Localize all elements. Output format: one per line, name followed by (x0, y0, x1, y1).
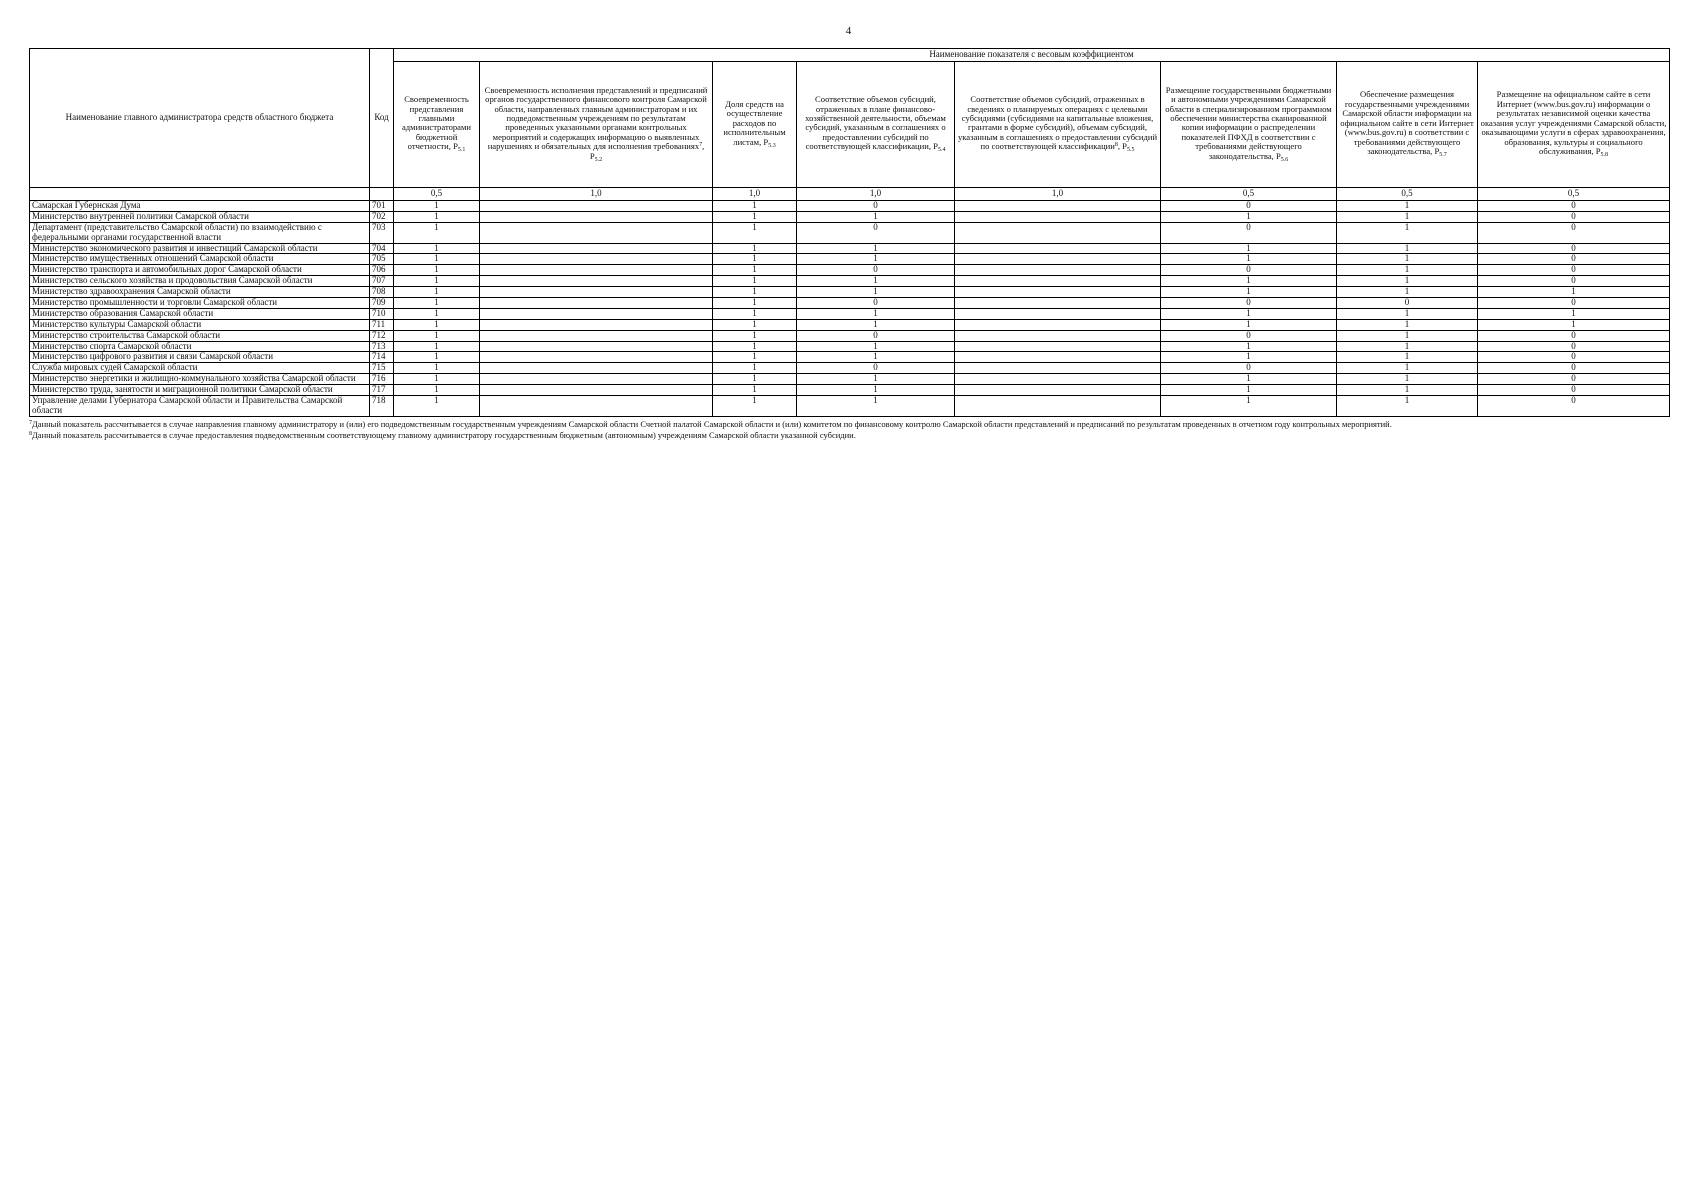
row-value-p5-1: 1 (394, 319, 480, 330)
row-value-p5-4: 1 (797, 319, 955, 330)
row-name: Министерство труда, занятости и миграционной политики Самарской области (30, 385, 370, 396)
row-code: 705 (370, 254, 394, 265)
table-row (30, 243, 1670, 254)
indicator-header-text: Размещение на официальном сайте в сети Интернет (www.bus.gov.ru) информации о результатах независимой оценки качества оказания услуг учреждениями Самарской области, оказывающими услуги в сферах здравоохранения, образования, культуры и социального обслуживания, P (1480, 89, 1667, 157)
row-value-p5-8: 0 (1478, 265, 1670, 276)
row-value-p5-6: 1 (1161, 254, 1337, 265)
row-name: Министерство транспорта и автомобильных дорог Самарской области (30, 265, 370, 276)
row-value-p5-1: 1 (394, 211, 480, 222)
row-value-p5-2 (480, 254, 713, 265)
row-value-p5-2 (480, 374, 713, 385)
row-value-p5-3: 1 (713, 254, 797, 265)
row-value-p5-2 (480, 243, 713, 254)
row-value-p5-7: 1 (1337, 341, 1478, 352)
table-row (30, 385, 1670, 396)
row-code: 701 (370, 201, 394, 212)
table-row (30, 298, 1670, 309)
row-value-p5-8: 0 (1478, 363, 1670, 374)
row-name: Министерство внутренней политики Самарской области (30, 211, 370, 222)
indicator-header-1 (394, 62, 480, 188)
row-value-p5-2 (480, 211, 713, 222)
row-value-p5-3: 1 (713, 319, 797, 330)
row-value-p5-3: 1 (713, 222, 797, 243)
row-value-p5-7: 1 (1337, 211, 1478, 222)
indicator-header-2: Своевременность исполнения представлений и предписаний органов государственного финансового контроля Самарской области, направленных главным администраторам и их подведомственным учреждениям по результатам проведенных указанными органами контрольных мероприятий и содержащих информацию о выявленных нарушениях и обязательных для исполнения требованиях$^7$, $P_{5.2}$ (480, 62, 713, 188)
row-code: 706 (370, 265, 394, 276)
table-row (30, 222, 1670, 243)
row-value-p5-3: 1 (713, 385, 797, 396)
row-value-p5-1: 1 (394, 265, 480, 276)
row-value-p5-1: 1 (394, 341, 480, 352)
row-value-p5-1: 1 (394, 308, 480, 319)
row-value-p5-2 (480, 308, 713, 319)
row-value-p5-5 (955, 265, 1161, 276)
row-value-p5-1: 1 (394, 222, 480, 243)
row-value-p5-3: 1 (713, 308, 797, 319)
row-value-p5-7: 1 (1337, 265, 1478, 276)
row-code: 714 (370, 352, 394, 363)
footnote-marker: 7 (29, 420, 32, 426)
row-value-p5-8: 0 (1478, 352, 1670, 363)
row-name: Министерство имущественных отношений Самарской области (30, 254, 370, 265)
row-value-p5-4: 1 (797, 341, 955, 352)
row-name: Министерство спорта Самарской области (30, 341, 370, 352)
row-name: Министерство строительства Самарской области (30, 330, 370, 341)
indicator-subscript: 5.1 (457, 147, 466, 154)
row-value-p5-3: 1 (713, 352, 797, 363)
indicators-table (29, 48, 1670, 417)
row-value-p5-2 (480, 298, 713, 309)
row-value-p5-1: 1 (394, 298, 480, 309)
row-value-p5-7: 1 (1337, 330, 1478, 341)
row-name: Служба мировых судей Самарской области (30, 363, 370, 374)
row-value-p5-1: 1 (394, 243, 480, 254)
row-value-p5-4: 1 (797, 243, 955, 254)
row-code: 708 (370, 287, 394, 298)
row-value-p5-8: 0 (1478, 243, 1670, 254)
row-value-p5-4: 1 (797, 276, 955, 287)
table-row (30, 211, 1670, 222)
row-code: 707 (370, 276, 394, 287)
table-row (30, 287, 1670, 298)
row-value-p5-6: 1 (1161, 276, 1337, 287)
row-value-p5-1: 1 (394, 276, 480, 287)
row-value-p5-6: 1 (1161, 385, 1337, 396)
row-value-p5-2 (480, 385, 713, 396)
row-value-p5-3: 1 (713, 243, 797, 254)
indicator-weight-1: 0,5 (394, 188, 480, 201)
indicator-subscript: 5.3 (768, 142, 776, 149)
row-value-p5-7: 1 (1337, 243, 1478, 254)
row-value-p5-3: 1 (713, 298, 797, 309)
row-value-p5-1: 1 (394, 201, 480, 212)
row-value-p5-3: 1 (713, 363, 797, 374)
row-value-p5-5 (955, 298, 1161, 309)
row-value-p5-7: 1 (1337, 308, 1478, 319)
indicator-header-text: Размещение государственными бюджетными и автономными учреждениями Самарской области в специализированном программном обеспечении министерства сканированной копии информации о распределении показателей ПФХД в соответствии с требованиями действующего законодательства, P (1165, 84, 1332, 161)
row-value-p5-8: 0 (1478, 385, 1670, 396)
row-value-p5-4: 1 (797, 374, 955, 385)
indicator-header-text: Своевременность представления главными администраторами бюджетной отчетности, P (401, 94, 472, 152)
row-value-p5-5 (955, 363, 1161, 374)
row-value-p5-4: 0 (797, 330, 955, 341)
row-value-p5-2 (480, 363, 713, 374)
row-code: 717 (370, 385, 394, 396)
row-value-p5-4: 1 (797, 211, 955, 222)
row-value-p5-3: 1 (713, 287, 797, 298)
row-value-p5-7: 1 (1337, 319, 1478, 330)
row-value-p5-1: 1 (394, 374, 480, 385)
row-code: 704 (370, 243, 394, 254)
row-name: Министерство культуры Самарской области (30, 319, 370, 330)
row-value-p5-7: 1 (1337, 374, 1478, 385)
row-value-p5-6: 1 (1161, 374, 1337, 385)
row-value-p5-6: 1 (1161, 287, 1337, 298)
row-name: Министерство промышленности и торговли Самарской области (30, 298, 370, 309)
row-value-p5-1: 1 (394, 254, 480, 265)
row-name: Министерство образования Самарской области (30, 308, 370, 319)
indicator-subscript: 5.4 (937, 147, 946, 154)
row-value-p5-5 (955, 211, 1161, 222)
page-number: 4 (845, 25, 852, 37)
row-value-p5-6: 1 (1161, 341, 1337, 352)
row-value-p5-7: 1 (1337, 222, 1478, 243)
row-value-p5-4: 1 (797, 352, 955, 363)
indicator-header-4 (797, 62, 955, 188)
row-code: 715 (370, 363, 394, 374)
row-value-p5-5 (955, 374, 1161, 385)
row-value-p5-3: 1 (713, 211, 797, 222)
row-value-p5-5 (955, 319, 1161, 330)
indicator-header-text: Соответствие объемов субсидий, отраженных в плане финансово-хозяйственной деятельности, объемам субсидий, указанным в соглашениях о предоставлении субсидий по соответствующей классификации, P (805, 94, 946, 152)
table-header (30, 49, 1670, 201)
row-value-p5-7: 1 (1337, 352, 1478, 363)
row-value-p5-6: 1 (1161, 352, 1337, 363)
row-value-p5-5 (955, 341, 1161, 352)
column-group-header: Наименование показателя с весовым коэффициентом (394, 49, 1670, 62)
table-row (30, 276, 1670, 287)
row-code: 713 (370, 341, 394, 352)
row-value-p5-2 (480, 396, 713, 417)
row-value-p5-6: 0 (1161, 330, 1337, 341)
row-value-p5-7: 1 (1337, 363, 1478, 374)
row-value-p5-8: 0 (1478, 341, 1670, 352)
row-value-p5-8: 0 (1478, 211, 1670, 222)
row-value-p5-4: 0 (797, 298, 955, 309)
indicator-subscript: 5.2 (594, 156, 603, 163)
indicator-subscript: 5.5 (1126, 147, 1135, 154)
indicator-subscript: 5.6 (1280, 156, 1289, 163)
row-value-p5-8: 0 (1478, 222, 1670, 243)
table-row (30, 265, 1670, 276)
indicator-subscript: 5.8 (1600, 152, 1609, 159)
indicator-weight-6: 0,5 (1161, 188, 1337, 201)
row-code: 703 (370, 222, 394, 243)
row-value-p5-6: 0 (1161, 298, 1337, 309)
row-value-p5-8: 0 (1478, 298, 1670, 309)
row-value-p5-4: 1 (797, 254, 955, 265)
table-row (30, 341, 1670, 352)
row-value-p5-4: 1 (797, 396, 955, 417)
row-value-p5-4: 0 (797, 265, 955, 276)
row-value-p5-5 (955, 330, 1161, 341)
row-value-p5-8: 0 (1478, 396, 1670, 417)
table-row (30, 319, 1670, 330)
indicator-weight-4: 1,0 (797, 188, 955, 201)
row-name: Министерство экономического развития и инвестиций Самарской области (30, 243, 370, 254)
table-row (30, 330, 1670, 341)
footnote-marker: 8 (29, 431, 32, 438)
row-value-p5-1: 1 (394, 330, 480, 341)
table-row (30, 374, 1670, 385)
row-value-p5-8: 0 (1478, 201, 1670, 212)
table-row (30, 254, 1670, 265)
column-header-name: Наименование главного администратора средств областного бюджета (30, 49, 370, 188)
row-value-p5-7: 1 (1337, 201, 1478, 212)
row-value-p5-2 (480, 201, 713, 212)
row-value-p5-2 (480, 265, 713, 276)
row-value-p5-1: 1 (394, 396, 480, 417)
indicator-subscript: 5.7 (1439, 152, 1447, 159)
indicator-weight-7: 0,5 (1337, 188, 1478, 201)
row-value-p5-8: 1 (1478, 319, 1670, 330)
row-value-p5-6: 1 (1161, 319, 1337, 330)
row-value-p5-2 (480, 330, 713, 341)
row-value-p5-7: 1 (1337, 396, 1478, 417)
row-value-p5-6: 1 (1161, 211, 1337, 222)
row-value-p5-6: 0 (1161, 201, 1337, 212)
row-value-p5-7: 1 (1337, 276, 1478, 287)
row-value-p5-2 (480, 287, 713, 298)
footnote-text: Данный показатель рассчитывается в случае предоставления подведомственным соответствующему главному администратору государственным бюджетным (автономным) учреждениям Самарской области указанной субсидии. (32, 430, 856, 441)
row-name: Управление делами Губернатора Самарской области и Правительства Самарской области (30, 396, 370, 417)
row-value-p5-2 (480, 319, 713, 330)
row-value-p5-7: 0 (1337, 298, 1478, 309)
indicator-header-text: Обеспечение размещения государственными учреждениями Самарской области информации на официальном сайте в сети Интернет (www.bus.gov.ru) в соответствии с требованиями действующего законодательства, P (1340, 89, 1474, 157)
row-value-p5-4: 0 (797, 201, 955, 212)
row-code: 711 (370, 319, 394, 330)
row-name: Министерство энергетики и жилищно-коммунального хозяйства Самарской области (30, 374, 370, 385)
weights-blank-name (30, 188, 370, 201)
indicator-header-6 (1161, 62, 1337, 188)
footnote-8 (29, 430, 1669, 441)
row-value-p5-7: 1 (1337, 287, 1478, 298)
row-value-p5-3: 1 (713, 276, 797, 287)
row-value-p5-1: 1 (394, 287, 480, 298)
row-value-p5-3: 1 (713, 201, 797, 212)
row-value-p5-7: 1 (1337, 385, 1478, 396)
row-value-p5-1: 1 (394, 363, 480, 374)
row-value-p5-6: 1 (1161, 308, 1337, 319)
table-row (30, 308, 1670, 319)
row-value-p5-5 (955, 287, 1161, 298)
table-row (30, 363, 1670, 374)
row-value-p5-8: 0 (1478, 276, 1670, 287)
row-value-p5-8: 0 (1478, 374, 1670, 385)
row-value-p5-6: 1 (1161, 243, 1337, 254)
indicator-header-3 (713, 62, 797, 188)
table-row (30, 201, 1670, 212)
row-value-p5-6: 0 (1161, 222, 1337, 243)
row-value-p5-2 (480, 276, 713, 287)
row-value-p5-1: 1 (394, 385, 480, 396)
row-value-p5-5 (955, 276, 1161, 287)
row-value-p5-6: 0 (1161, 265, 1337, 276)
row-value-p5-3: 1 (713, 341, 797, 352)
indicator-weight-3: 1,0 (713, 188, 797, 201)
weights-row (30, 188, 1670, 201)
indicator-header-text: Своевременность исполнения представлений и предписаний органов государственного финансового контроля Самарской области, направленных главным администраторам и их подведомственным учреждениям по результатам проведенных указанными органами контрольных мероприятий и содержащих информацию о выявленных нарушениях и обязательных для исполнения требованиях (484, 84, 708, 152)
row-value-p5-5 (955, 243, 1161, 254)
header-row-group (30, 49, 1670, 62)
indicator-header-text: Доля средств на осуществление расходов по исполнительным листам, P (723, 98, 786, 147)
row-value-p5-3: 1 (713, 330, 797, 341)
row-value-p5-5 (955, 352, 1161, 363)
table-row (30, 396, 1670, 417)
row-code: 712 (370, 330, 394, 341)
row-value-p5-8: 0 (1478, 330, 1670, 341)
row-value-p5-2 (480, 352, 713, 363)
indicator-weight-5: 1,0 (955, 188, 1161, 201)
table-row (30, 352, 1670, 363)
row-value-p5-8: 0 (1478, 254, 1670, 265)
row-value-p5-4: 1 (797, 385, 955, 396)
row-code: 702 (370, 211, 394, 222)
indicator-footnote-ref: 8 (1114, 142, 1118, 149)
row-value-p5-6: 1 (1161, 396, 1337, 417)
row-value-p5-4: 1 (797, 287, 955, 298)
footnotes (29, 419, 1669, 441)
row-value-p5-8: 1 (1478, 287, 1670, 298)
indicator-header-7 (1337, 62, 1478, 188)
row-value-p5-2 (480, 341, 713, 352)
row-value-p5-4: 1 (797, 308, 955, 319)
row-code: 718 (370, 396, 394, 417)
row-value-p5-4: 0 (797, 222, 955, 243)
row-name: Министерство сельского хозяйства и продовольствия Самарской области (30, 276, 370, 287)
indicator-weight-2: 1,0 (480, 188, 713, 201)
weights-blank-code (370, 188, 394, 201)
row-value-p5-5 (955, 385, 1161, 396)
row-name: Министерство цифрового развития и связи Самарской области (30, 352, 370, 363)
row-code: 709 (370, 298, 394, 309)
row-name: Самарская Губернская Дума (30, 201, 370, 212)
indicator-header-8 (1478, 62, 1670, 188)
column-header-code: Код (370, 49, 394, 188)
row-value-p5-5 (955, 396, 1161, 417)
row-value-p5-6: 0 (1161, 363, 1337, 374)
row-code: 710 (370, 308, 394, 319)
footnote-text: Данный показатель рассчитывается в случае направления главному администратору и (или) его подведомственным государственным учреждениям Самарской области Счетной палатой Самарской области и (или) комитетом по финансовому контролю Самарской области представлений и предписаний по результатам проведенных в отчетном году контрольных мероприятий. (32, 419, 1392, 429)
row-value-p5-7: 1 (1337, 254, 1478, 265)
footnote-7 (29, 419, 1669, 430)
indicator-weight-8: 0,5 (1478, 188, 1670, 201)
row-code: 716 (370, 374, 394, 385)
row-value-p5-5 (955, 254, 1161, 265)
row-value-p5-5 (955, 222, 1161, 243)
row-value-p5-4: 0 (797, 363, 955, 374)
row-name: Департамент (представительство Самарской области) по взаимодействию с федеральными органами государственной власти (30, 222, 370, 243)
row-value-p5-2 (480, 222, 713, 243)
row-value-p5-5 (955, 201, 1161, 212)
row-value-p5-8: 1 (1478, 308, 1670, 319)
table-body (30, 201, 1670, 417)
row-value-p5-5 (955, 308, 1161, 319)
row-value-p5-3: 1 (713, 374, 797, 385)
indicator-footnote-ref: 7 (699, 142, 703, 149)
row-value-p5-1: 1 (394, 352, 480, 363)
row-value-p5-3: 1 (713, 265, 797, 276)
indicator-header-text: Соответствие объемов субсидий, отраженных в сведениях о планируемых операциях с целевыми субсидиями (субсидиями на капитальные вложения, грантами в форме субсидий), объемам субсидий, указанным в соглашениях о предоставлении субсидий по соответствующей классификации (957, 94, 1158, 152)
row-name: Министерство здравоохранения Самарской области (30, 287, 370, 298)
row-value-p5-3: 1 (713, 396, 797, 417)
indicator-header-5: Соответствие объемов субсидий, отраженных в сведениях о планируемых операциях с целевыми субсидиями (субсидиями на капитальные вложения, грантами в форме субсидий), объемам субсидий, указанным в соглашениях о предоставлении субсидий по соответствующей классификации$^8$, $P_{5.5}$ (955, 62, 1161, 188)
